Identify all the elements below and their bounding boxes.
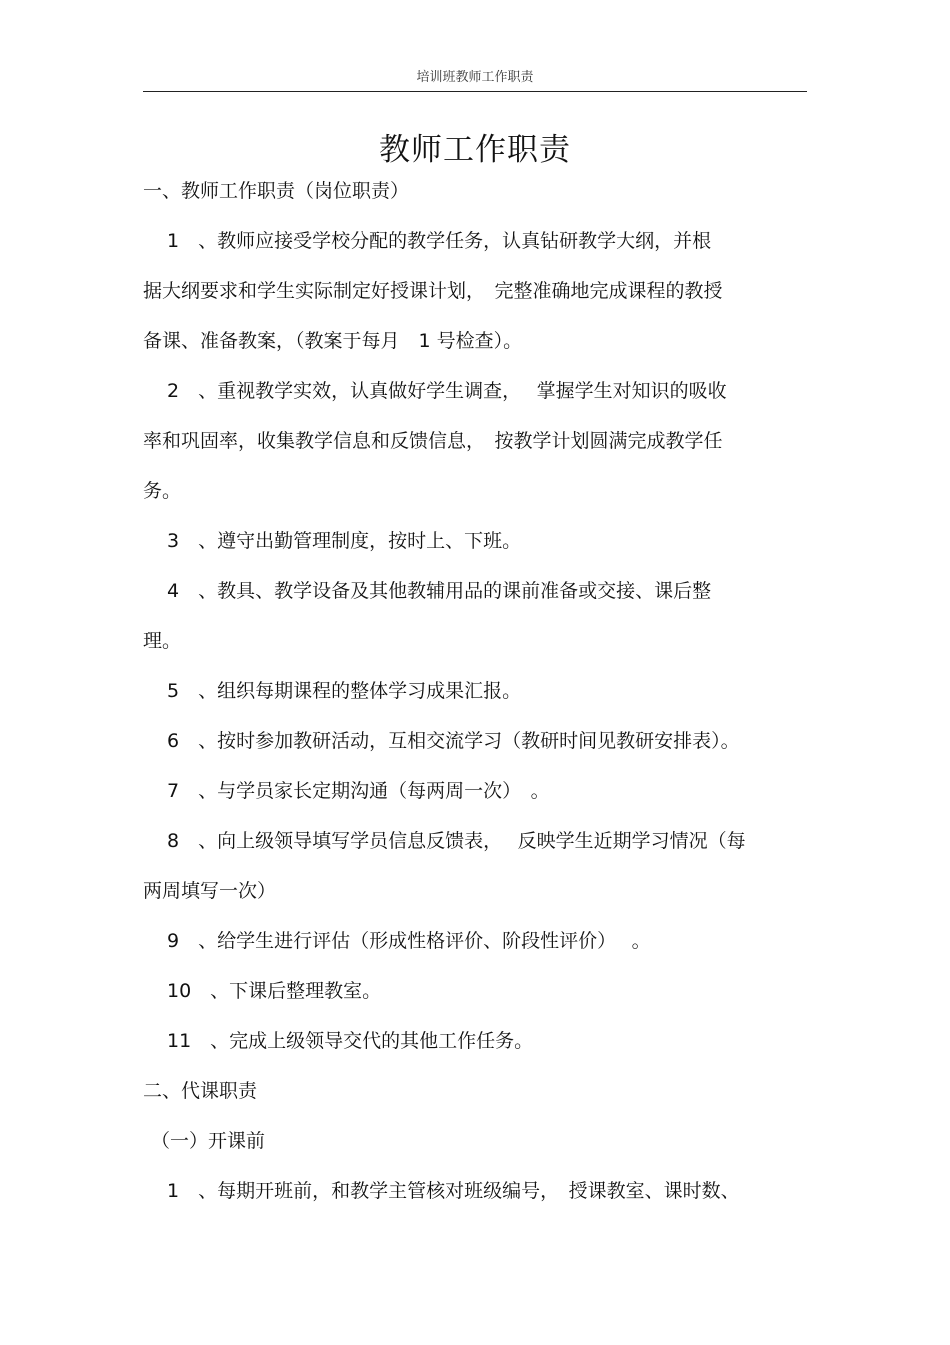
list-item-line: 率和巩固率，收集教学信息和反馈信息， 按教学计划圆满完成教学任 xyxy=(143,430,723,452)
list-item-line: 10 、下课后整理教室。 xyxy=(167,980,382,1002)
section-heading: 二、代课职责 xyxy=(143,1080,258,1102)
list-item-line: 备课、准备教案，（教案于每月 1 号检查）。 xyxy=(143,330,523,352)
list-item-line: 11 、完成上级领导交代的其他工作任务。 xyxy=(167,1030,534,1052)
list-item-line: 据大纲要求和学生实际制定好授课计划， 完整准确地完成课程的教授 xyxy=(143,280,723,302)
document-title: 教师工作职责 xyxy=(379,132,571,168)
list-item-line: 务。 xyxy=(143,480,182,502)
list-item-line: 理。 xyxy=(143,630,182,652)
running-header: 培训班教师工作职责 xyxy=(416,70,534,85)
document-body xyxy=(143,166,813,1216)
list-item-line: 2 、重视教学实效，认真做好学生调查， 掌握学生对知识的吸收 xyxy=(167,380,727,402)
list-item-line: 6 、按时参加教研活动，互相交流学习（教研时间见教研安排表）。 xyxy=(167,730,740,752)
list-item-line: 两周填写一次） xyxy=(143,880,277,902)
header-divider xyxy=(143,91,807,92)
list-item-line: 5 、组织每期课程的整体学习成果汇报。 xyxy=(167,680,522,702)
subsection-heading: （一）开课前 xyxy=(151,1130,266,1152)
list-item-line: 8 、向上级领导填写学员信息反馈表， 反映学生近期学习情况（每 xyxy=(167,830,746,852)
section-heading: 一、教师工作职责（岗位职责） xyxy=(143,180,410,202)
list-item-line: 9 、给学生进行评估（形成性格评价、阶段性评价） 。 xyxy=(167,930,651,952)
list-item-line: 1 、每期开班前，和教学主管核对班级编号， 授课教室、课时数、 xyxy=(167,1180,740,1202)
list-item-line: 4 、教具、教学设备及其他教辅用品的课前准备或交接、课后整 xyxy=(167,580,712,602)
list-item-line: 7 、与学员家长定期沟通（每两周一次） 。 xyxy=(167,780,550,802)
list-item-line: 1 、教师应接受学校分配的教学任务，认真钻研教学大纲，并根 xyxy=(167,230,712,252)
list-item-line: 3 、遵守出勤管理制度，按时上、下班。 xyxy=(167,530,522,552)
